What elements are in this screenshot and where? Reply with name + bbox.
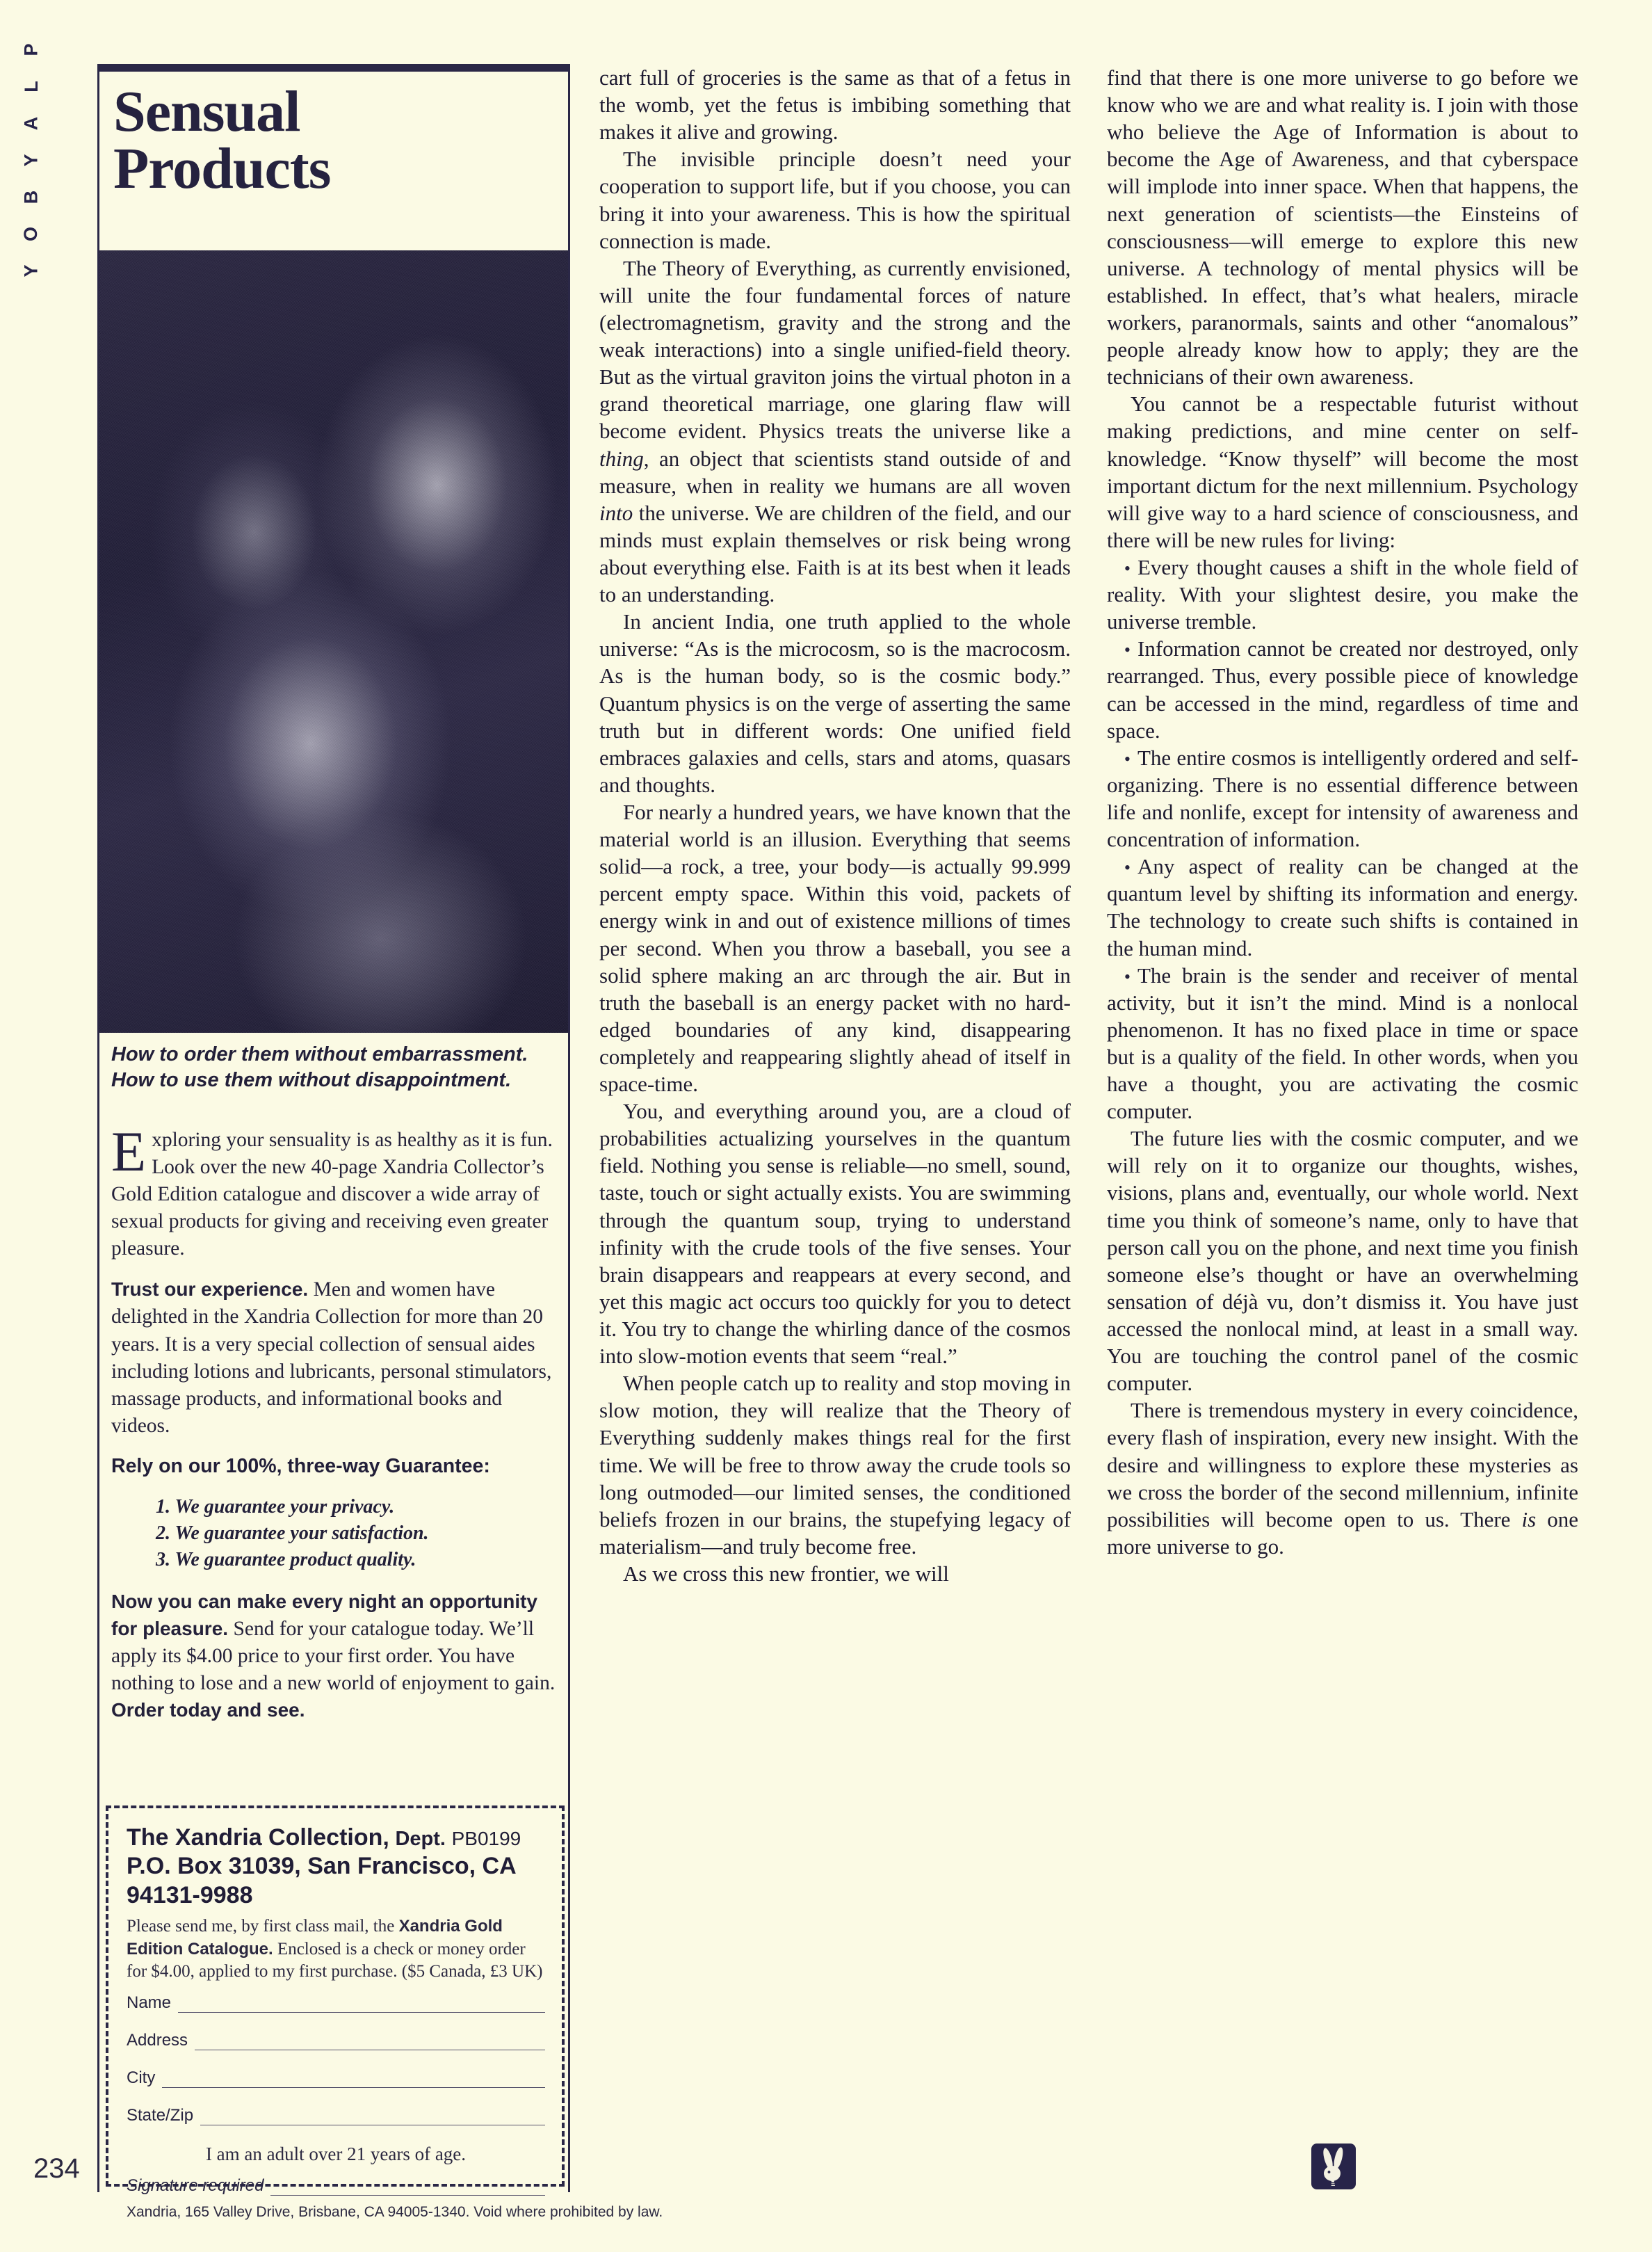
ad-dropcap: E	[111, 1120, 147, 1183]
ad-caption-line1: How to order them without embarrassment.	[111, 1043, 528, 1065]
article-right-paragraph: The future lies with the cosmic computer, and we will rely on it to organize our thoughts, wishes, visions, plans and, eventually, our whole world. Next time you think of someone’s name, only to have that person call you on the phone, and next time you finish someone else’s thought or have an overwhelming sensation of déjà vu, don’t dismiss it. You have just accessed the nonlocal mind, at least in a small way. You are touching the control panel of the cosmic computer.	[1107, 1126, 1578, 1396]
coupon-field-name-label: Name	[127, 1993, 172, 2012]
ad-caption-line2: How to use them without disappointment.	[111, 1069, 512, 1092]
article-mid-paragraph: You, and everything around you, are a cloud of probabilities actualizing yourselves in the quantum field. Nothing you sense is reliable—no smell, sound, taste, touch or sight actually exists. You are swimming through the quantum soup, trying to understand infinity with the crude tools of the five senses. Your brain disappears and reappears at every second, and yet this magic act occurs too quickly for you to detect it. You try to change the whirling dance of the cosmos into slow-motion events that seem “real.”	[599, 1099, 1071, 1369]
article-right-bullet-item: • The brain is the sender and receiver of mental activity, but it isn’t the mind. Mind is a nonlocal phenomenon. It has no fixed place in time or space but is a quality of the field. In other words, when you have a thought, you are activating the cosmic computer.	[1107, 962, 1578, 1125]
ad-body-copy	[111, 1120, 562, 1738]
emphasis-text: into	[599, 500, 633, 525]
article-right-paragraph: You cannot be a respectable futurist without making predictions, and mine center on self-knowledge. “Know thyself” will become the most important dictum for the next millennium. Psychology will give way to a hard science of consciousness, and there will be new rules for living:	[1107, 392, 1578, 552]
coupon-field-name-input[interactable]	[178, 1998, 545, 2013]
coupon-age-statement: I am an adult over 21 years of age.	[205, 2143, 467, 2164]
page-number: 234	[33, 2153, 80, 2184]
ad-paragraph-3	[111, 1589, 562, 1724]
article-mid-paragraph: The invisible principle doesn’t need your cooperation to support life, but if you choose, you can bring it into your awareness. This is how the spiritual connection is made.	[599, 147, 1071, 253]
article-mid-paragraph	[599, 255, 1071, 608]
coupon-signature-input[interactable]	[270, 2182, 545, 2196]
article-mid-continued-paragraph: cart full of groceries is the same as that of a fetus in the womb, yet the fetus is imbibing something that makes it alive and growing.	[599, 65, 1071, 145]
coupon-company-name: The Xandria Collection,	[127, 1824, 389, 1851]
ad-photograph	[99, 250, 568, 1033]
coupon-dept-label: Dept.	[395, 1828, 446, 1850]
coupon-request-part2: Enclosed is a check or money order for $4.00, applied to my first purchase. ($5 Canada, £3 UK)	[127, 1939, 543, 1981]
coupon-dept-code: PB0199	[451, 1828, 521, 1849]
masthead-letter: Y	[20, 264, 42, 278]
article-column-right	[1107, 64, 1578, 1560]
coupon-field-address[interactable]	[127, 2031, 545, 2050]
ad-paragraph-1-text: xploring your sensuality is as healthy as it is fun. Look over the new 40-page Xandria Collector’s Gold Edition catalogue and discover a wide array of sexual products for giving and receiving even greater pleasure.	[111, 1129, 553, 1260]
coupon-field-name[interactable]	[127, 1993, 545, 2013]
photo-grain-overlay	[99, 250, 568, 1033]
ad-lead-in-trust: Trust our experience.	[111, 1278, 309, 1301]
masthead-letter: L	[20, 81, 42, 93]
body-text: one more universe to go.	[1107, 1506, 1578, 1559]
masthead-letter: P	[20, 43, 42, 56]
coupon-field-city-label: City	[127, 2068, 156, 2087]
article-mid-paragraph: As we cross this new frontier, we will	[623, 1561, 949, 1586]
guarantee-item: 2. We guarantee your satisfaction.	[156, 1522, 429, 1544]
article-right-bullet-item: • The entire cosmos is intelligently ordered and self-organizing. There is no essential difference between life and nonlife, except for intensity of awareness and concentration of information.	[1107, 744, 1578, 853]
article-mid-paragraph: For nearly a hundred years, we have known that the material world is an illusion. Everything that seems solid—a rock, a tree, your body—is actually 99.999 percent empty space. Within this void, packets of energy wink in and out of existence millions of times per second. When you throw a baseball, you see a solid sphere making an arc through the air. But in truth the baseball is an energy packet with no hard-edged boundaries of any kind, disappearing completely and reappearing slightly ahead of itself in space-time.	[599, 799, 1071, 1097]
coupon-field-address-input[interactable]	[195, 2036, 545, 2050]
coupon-field-address-label: Address	[127, 2030, 188, 2050]
coupon-fineprint: Xandria, 165 Valley Drive, Brisbane, CA 94005-1340. Void where prohibited by law.	[127, 2203, 663, 2220]
ad-guarantee-heading: Rely on our 100%, three-way Guarantee:	[111, 1454, 490, 1477]
masthead-letter: O	[20, 226, 42, 242]
article-right-bullet-item: • Information cannot be created nor destroyed, only rearranged. Thus, every possible piece of knowledge can be accessed in the mind, regardless of time and space.	[1107, 635, 1578, 743]
emphasis-text: is	[1521, 1506, 1537, 1531]
order-coupon[interactable]	[106, 1805, 663, 2220]
masthead-letter: A	[20, 116, 42, 131]
playboy-vertical-masthead	[15, 40, 47, 339]
coupon-field-statezip-input[interactable]	[200, 2111, 545, 2125]
article-right-continued-paragraph: find that there is one more universe to go before we know who we are and what reality is. I join with those who believe the Age of Information is about to become the Age of Awareness, and that cyberspace will implode into inner space. When that happens, the next generation of scientists—the Einsteins of consciousness—will emerge to explore this new universe. A technology of mental physics will be established. In effect, that’s what healers, miracle workers, paranormals, saints and other “anomalous” people already know how to apply; they are the technicians of their own awareness.	[1107, 65, 1578, 389]
ad-lead-in-opportunity: Now you can make every night an opportunity for pleasure.	[111, 1590, 537, 1639]
masthead-letter: Y	[20, 154, 42, 167]
ad-paragraph-2-text: Men and women have delighted in the Xandria Collection for more than 20 years. It is a very special collection of sensual aides including lotions and lubricants, personal stimulators, massage products, and informational books and videos.	[111, 1278, 552, 1437]
body-text: the universe. We are children of the field, and our minds must explain themselves or risk being wrong about everything else. Faith is at its best when it leads to an understanding.	[599, 500, 1071, 607]
ad-guarantee-list	[111, 1494, 562, 1573]
ad-order-today: Order today and see.	[111, 1699, 305, 1721]
coupon-address-line: P.O. Box 31039, San Francisco, CA 94131-9988	[127, 1853, 516, 1908]
guarantee-item: 1. We guarantee your privacy.	[156, 1495, 395, 1518]
article-right-paragraph	[1107, 1397, 1578, 1560]
article-right-bullet-item: • Any aspect of reality can be changed at the quantum level by shifting its information and energy. The technology to create such shifts is contained in the human mind.	[1107, 853, 1578, 961]
coupon-field-statezip[interactable]	[127, 2106, 545, 2125]
ad-paragraph-1	[111, 1120, 562, 1262]
guarantee-item: 3. We guarantee product quality.	[156, 1548, 416, 1570]
ad-title-line2: Products	[113, 136, 331, 202]
ad-caption	[111, 1042, 567, 1093]
article-column-middle	[599, 64, 1071, 1587]
article-right-bullet-item: • Every thought causes a shift in the whole field of reality. With your slightest desire, you make the universe tremble.	[1107, 554, 1578, 635]
body-text: The Theory of Everything, as currently envisioned, will unite the four fundamental forces of nature (electromagnetism, gravity and the strong and the weak interactions) into a single unified-field theory. But as the virtual graviton joins the virtual photon in a grand theoretical marriage, one glaring flaw will become evident. Physics treats the universe like a	[599, 255, 1071, 444]
masthead-letter: B	[20, 190, 42, 204]
coupon-signature-label: Signature required	[127, 2175, 264, 2195]
article-mid-paragraph: In ancient India, one truth applied to the whole universe: “As is the microcosm, so is the macrocosm. As is the human body, so is the cosmic body.” Quantum physics is on the verge of asserting the same truth but in different words: One unified field embraces galaxies and cells, stars and atoms, quasars and thoughts.	[599, 609, 1071, 797]
body-text: There is tremendous mystery in every coincidence, every flash of inspiration, every new insight. With the desire and willingness to explore these mysteries as we cross the border of the second millennium, infinite possibilities will become open to us. There	[1107, 1398, 1578, 1531]
ad-title	[113, 79, 558, 202]
ad-paragraph-3-text: Send for your catalogue today. We’ll apply its $4.00 price to your first order. You have nothing to lose and a new world of enjoyment to gain.	[111, 1617, 556, 1695]
coupon-field-statezip-label: State/Zip	[127, 2105, 194, 2125]
coupon-company-line	[127, 1824, 545, 1852]
ad-title-line1: Sensual	[113, 79, 300, 144]
rabbit-head-icon	[1310, 2141, 1357, 2194]
coupon-request-part1: Please send me, by first class mail, the	[127, 1917, 399, 1936]
coupon-request-text	[127, 1915, 545, 1984]
article-mid-paragraph: When people catch up to reality and stop moving in slow motion, they will realize that the Theory of Everything suddenly makes things real for the first time. We will be free to throw away the crude tools so long outmoded—our limited senses, the conditioned beliefs frozen in our brains, the stupefying legacy of materialism—and truly become free.	[599, 1371, 1071, 1559]
ad-paragraph-2	[111, 1276, 562, 1439]
coupon-field-signature[interactable]	[127, 2176, 545, 2196]
playboy-rabbit-logo	[1310, 2141, 1357, 2194]
coupon-field-city[interactable]	[127, 2068, 545, 2088]
emphasis-text: thing	[599, 446, 644, 471]
body-text: , an object that scientists stand outside of and measure, when in reality we humans are all woven	[599, 446, 1071, 498]
coupon-catalogue-name: Xandria Gold Edition Catalogue.	[127, 1917, 503, 1959]
coupon-field-city-input[interactable]	[162, 2073, 545, 2088]
